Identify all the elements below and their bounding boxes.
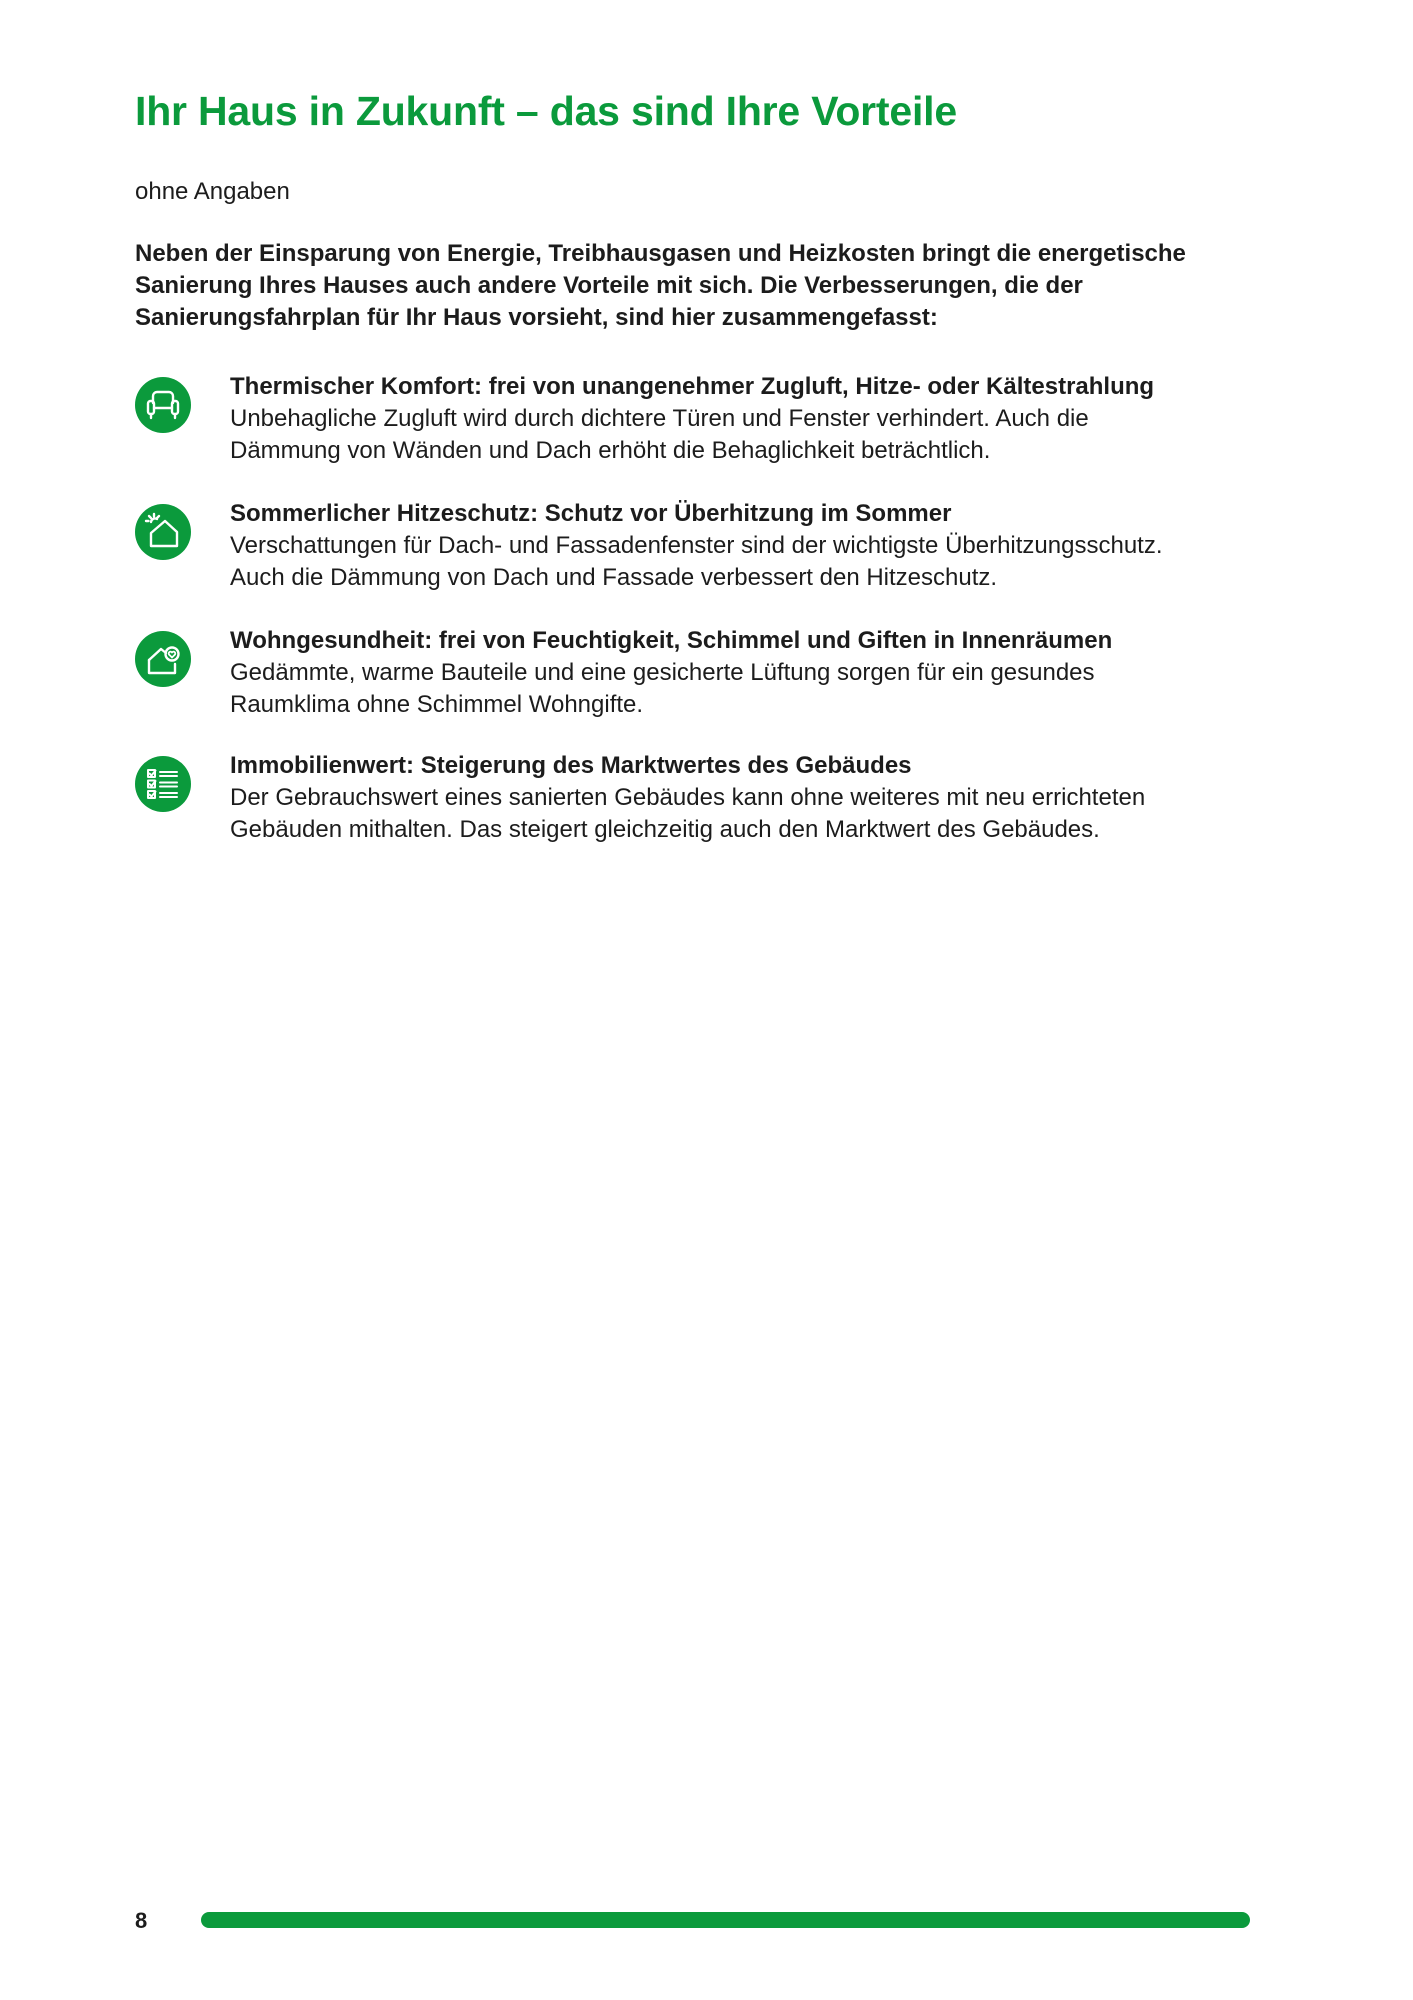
checklist-icon (135, 756, 191, 812)
page-title: Ihr Haus in Zukunft – das sind Ihre Vorteile (135, 88, 957, 134)
benefit-description-line: Gedämmte, warme Bauteile und eine gesicherte Lüftung sorgen für ein gesundes (230, 659, 1095, 686)
benefit-text (230, 750, 1285, 846)
benefit-description-line: Unbehagliche Zugluft wird durch dichtere Türen und Fenster verhindert. Auch die (230, 405, 1089, 432)
benefit-description-line: Raumklima ohne Schimmel Wohngifte. (230, 691, 644, 718)
armchair-icon (135, 377, 191, 433)
house-heart-icon (135, 631, 191, 687)
intro-line: Neben der Einsparung von Energie, Treibhausgasen und Heizkosten bringt die energetische (135, 240, 1186, 267)
intro-line: Sanierung Ihres Hauses auch andere Vorteile mit sich. Die Verbesserungen, die der (135, 272, 1083, 299)
page-subtitle: ohne Angaben (135, 178, 290, 205)
benefit-text (230, 625, 1285, 721)
page-number: 8 (135, 1908, 148, 1933)
benefit-text (230, 371, 1285, 467)
benefit-heading: Sommerlicher Hitzeschutz: Schutz vor Überhitzung im Sommer (230, 500, 952, 527)
benefit-description-line: Dämmung von Wänden und Dach erhöht die Behaglichkeit beträchtlich. (230, 437, 991, 464)
footer-divider-bar (201, 1912, 1250, 1928)
benefit-heading: Immobilienwert: Steigerung des Marktwertes des Gebäudes (230, 752, 912, 779)
intro-paragraph (135, 238, 1255, 334)
benefit-heading: Thermischer Komfort: frei von unangenehmer Zugluft, Hitze- oder Kältestrahlung (230, 373, 1155, 400)
benefit-description-line: Gebäuden mithalten. Das steigert gleichzeitig auch den Marktwert des Gebäudes. (230, 816, 1100, 843)
benefit-heading: Wohngesundheit: frei von Feuchtigkeit, Schimmel und Giften in Innenräumen (230, 627, 1113, 654)
house-sun-icon (135, 504, 191, 560)
benefit-description-line: Der Gebrauchswert eines sanierten Gebäudes kann ohne weiteres mit neu errichteten (230, 784, 1146, 811)
intro-line: Sanierungsfahrplan für Ihr Haus vorsieht, sind hier zusammengefasst: (135, 304, 938, 331)
benefit-text (230, 498, 1285, 594)
benefit-description-line: Verschattungen für Dach- und Fassadenfenster sind der wichtigste Überhitzungsschutz. (230, 532, 1163, 559)
benefit-description-line: Auch die Dämmung von Dach und Fassade verbessert den Hitzeschutz. (230, 564, 998, 591)
